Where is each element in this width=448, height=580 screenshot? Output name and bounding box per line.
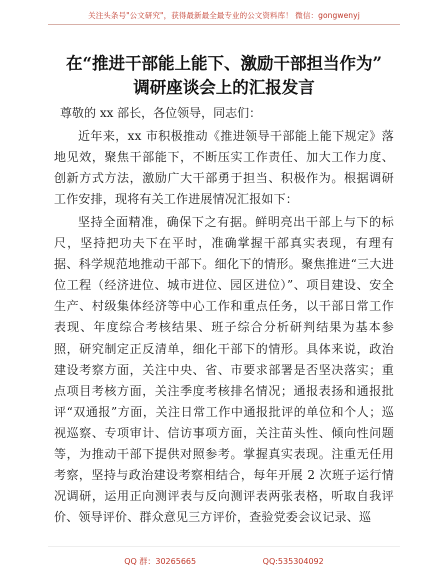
footer-qq-group: QQ 群：30265665	[124, 557, 197, 566]
greeting: 尊敬的 xx 部长，各位领导，同志们：	[60, 106, 262, 120]
paragraph-1: 近年来，xx 市积极推动《推进领导干部能上能下规定》落地见效，聚焦干部能下，不断压实工作责任、加大工作力度、创新方式方法，激励广大干部勇于担当、积极作为。根据调研工作安排，现将有关工作进展情况汇报如下：	[54, 129, 394, 207]
footer-qq-contact: QQ:535304092	[262, 557, 324, 566]
title-line-2: 调研座谈会上的汇报发言	[133, 78, 315, 97]
paragraph-2: 坚持全面精准，确保下之有据。鲜明亮出干部上与下的标尺，坚持把功夫下在平时，准确掌握干部真实表现，有理有据、科学规范地推动干部下。细化下的情形。聚焦推进“三大进位工程（经济进位、城市进位、园区进位）”、项目建设、安全生产、村级集体经济等中心工作和重点任务，以干部日常工作表现、年度综合考核结果、班子综合分析研判结果为基本参照，研究制定正反清单，细化干部下的情形。具体来说，政治建设考察方面，关注中央、省、市要求部署是否坚决落实；重点项目考核方面，关注季度考核排名情况；通报表扬和通报批评“双通报”方面，关注日常工作中通报批评的单位和个人；巡视巡察、专项审计、信访事项方面，关注苗头性、倾向性问题等，为推动干部下提供对照参考。掌握真实表现。注重无任用考察，坚持与政治建设考察相结合，每年开展 2 次班子运行情况调研，运用正向测评表与反向测评表两张表格，听取自我评价、领导评价、群众意见三方评价，查验党委会议记录、巡	[54, 215, 394, 525]
footer-divider	[48, 546, 400, 547]
footer	[0, 556, 448, 567]
title-line-1: 在“推进干部能上能下、激励干部担当作为”	[66, 54, 382, 73]
header-divider	[48, 24, 400, 25]
header-note: 关注头条号"公文研究"，获得最新最全最专业的公文资料库！ 微信：gongwenyj	[88, 11, 360, 20]
document-title	[40, 52, 408, 100]
